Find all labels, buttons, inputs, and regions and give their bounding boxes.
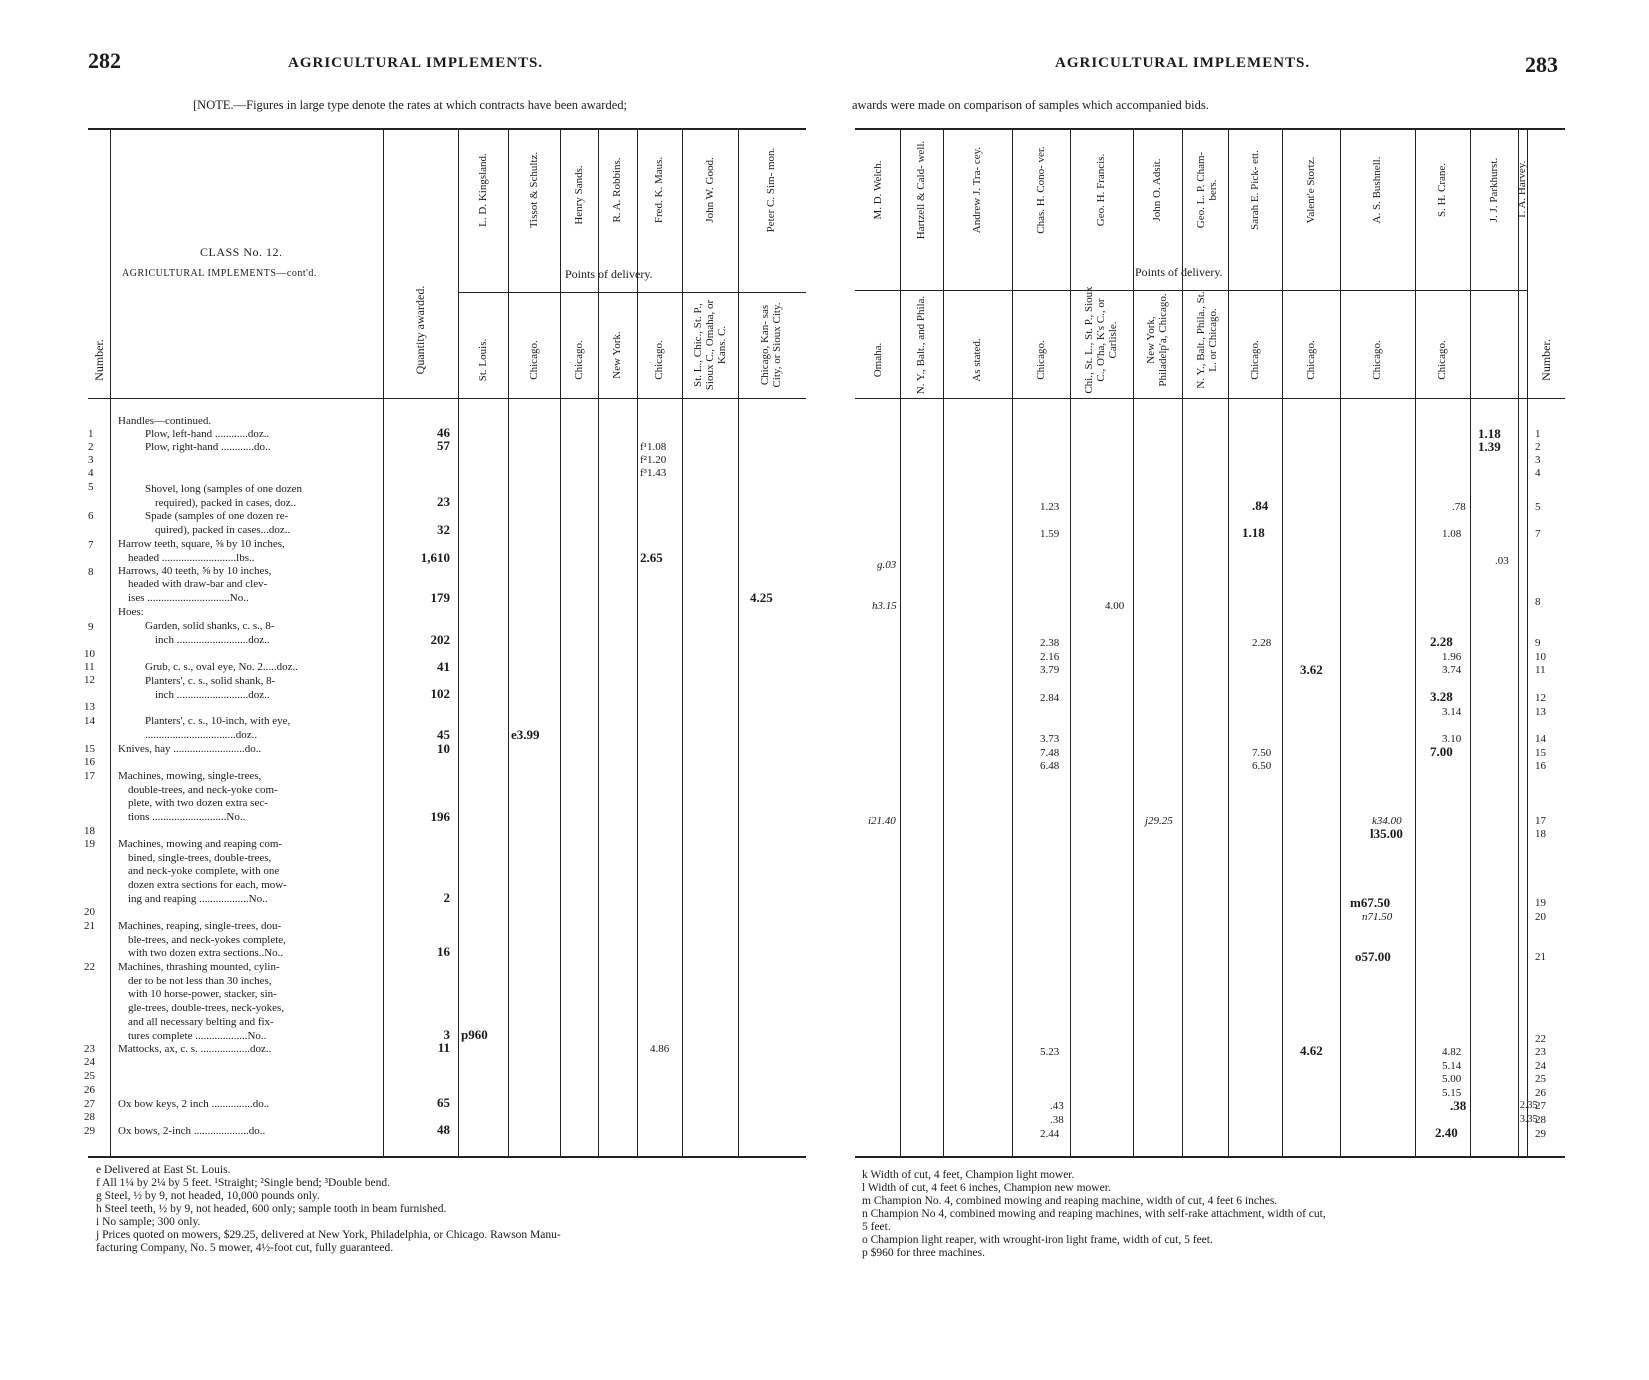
footnote: h Steel teeth, ½ by 9, not headed, 600 only; sample tooth in beam furnished. bbox=[96, 1203, 447, 1215]
price-cell: 3.28 bbox=[1430, 689, 1453, 704]
row-number: 24 bbox=[1535, 1060, 1546, 1072]
bidder-name: Peter C. Sim- mon. bbox=[765, 147, 777, 233]
footnote: p $960 for three machines. bbox=[862, 1247, 985, 1259]
right-page-number: 283 bbox=[1525, 52, 1558, 77]
item-description: Planters', c. s., solid shank, 8- bbox=[145, 675, 276, 687]
class-heading: CLASS No. 12. bbox=[200, 245, 283, 259]
row-number: 2 bbox=[88, 441, 94, 453]
item-description: inch ..........................doz.. bbox=[155, 689, 270, 701]
item-description: ble-trees, and neck-yokes complete, bbox=[128, 934, 286, 946]
price-cell: 2.84 bbox=[1040, 692, 1060, 704]
quantity: 16 bbox=[437, 944, 450, 959]
price-cell: 2.40 bbox=[1435, 1125, 1458, 1140]
number-header-right: Number. bbox=[1539, 339, 1553, 381]
bidder-name: R. A. Robbins. bbox=[611, 157, 623, 223]
price-cell: 1.18 bbox=[1242, 525, 1265, 540]
row-number: 29 bbox=[1535, 1128, 1546, 1140]
row-number: 14 bbox=[1535, 733, 1546, 745]
delivery-point: Omaha. bbox=[872, 342, 884, 378]
item-description: Ox bow keys, 2 inch ...............do.. bbox=[118, 1098, 270, 1110]
item-description: Ox bows, 2-inch ....................do.. bbox=[118, 1125, 266, 1137]
row-number: 26 bbox=[84, 1084, 95, 1096]
price-cell: 4.62 bbox=[1300, 1043, 1323, 1058]
item-description: headed ...........................lbs.. bbox=[128, 552, 255, 564]
price-cell: 1.23 bbox=[1040, 501, 1060, 513]
bidder-name: T. A. Harvey. bbox=[1516, 160, 1528, 220]
right-col-rule bbox=[1182, 128, 1183, 1156]
price-cell: 2.44 bbox=[1040, 1128, 1060, 1140]
item-description: required), packed in cases, doz.. bbox=[155, 497, 297, 509]
bidder-name: Fred. K. Maus. bbox=[653, 156, 665, 224]
quantity: 2 bbox=[443, 890, 450, 905]
quantity: 11 bbox=[437, 1040, 450, 1055]
delivery-point: Chicago. bbox=[1249, 340, 1261, 380]
price-cell: f³1.43 bbox=[640, 467, 667, 479]
price-cell: 3.79 bbox=[1040, 664, 1060, 676]
item-description: gle-trees, double-trees, neck-yokes, bbox=[128, 1002, 285, 1014]
bidder-name: Hartzell & Cald- well. bbox=[915, 140, 927, 240]
price-cell: m67.50 bbox=[1350, 895, 1391, 910]
delivery-point: Chicago. bbox=[528, 340, 540, 380]
bidder-name: M. D. Welch. bbox=[872, 160, 884, 220]
price-cell: 2.65 bbox=[640, 550, 663, 565]
item-description: plete, with two dozen extra sec- bbox=[128, 797, 268, 809]
bidder-name: Sarah E. Pick- ett. bbox=[1249, 150, 1261, 230]
right-col-rule bbox=[943, 128, 944, 1156]
item-description: Machines, thrashing mounted, cylin- bbox=[118, 961, 280, 973]
row-number: 8 bbox=[88, 566, 94, 578]
quantity: 48 bbox=[437, 1122, 450, 1137]
footnote: 5 feet. bbox=[862, 1221, 891, 1233]
item-description: tures complete ...................No.. bbox=[128, 1030, 267, 1042]
row-number: 16 bbox=[1535, 760, 1546, 772]
price-cell: .43 bbox=[1050, 1100, 1064, 1112]
quantity: 202 bbox=[430, 632, 450, 647]
delivery-point: Chicago. bbox=[1371, 340, 1383, 380]
left-col-rule bbox=[383, 128, 384, 1156]
right-col-rule bbox=[1527, 128, 1528, 1156]
row-number: 6 bbox=[88, 510, 94, 522]
number-header: Number. bbox=[92, 339, 106, 381]
delivery-point: Chicago. bbox=[573, 340, 585, 380]
price-cell: 4.25 bbox=[750, 590, 773, 605]
delivery-point: St. Louis. bbox=[477, 338, 489, 382]
row-number: 21 bbox=[84, 920, 95, 932]
left-points-rule bbox=[458, 292, 806, 293]
price-cell: 6.50 bbox=[1252, 760, 1272, 772]
row-number: 7 bbox=[1535, 528, 1541, 540]
row-number: 11 bbox=[84, 661, 95, 673]
price-cell: f¹1.08 bbox=[640, 441, 667, 453]
row-number: 8 bbox=[1535, 596, 1541, 608]
price-cell: 2.35 bbox=[1520, 1100, 1538, 1111]
left-table-bottom-rule bbox=[88, 1156, 806, 1158]
footnote: l Width of cut, 4 feet 6 inches, Champion new mower. bbox=[862, 1182, 1111, 1194]
item-description: with two dozen extra sections..No.. bbox=[128, 947, 284, 959]
row-number: 15 bbox=[84, 743, 95, 755]
delivery-point: N. Y., Balt., and Phila. bbox=[915, 295, 927, 395]
price-cell: n71.50 bbox=[1362, 911, 1393, 923]
price-cell: f²1.20 bbox=[640, 454, 667, 466]
right-col-rule bbox=[1282, 128, 1283, 1156]
row-number: 27 bbox=[84, 1098, 95, 1110]
item-description: headed with draw-bar and clev- bbox=[128, 578, 268, 590]
item-description: Plow, right-hand ............do.. bbox=[145, 441, 271, 453]
item-description: Machines, mowing and reaping com- bbox=[118, 838, 283, 850]
footnote: g Steel, ½ by 9, not headed, 10,000 pounds only. bbox=[96, 1190, 320, 1202]
price-cell: .84 bbox=[1252, 498, 1269, 513]
row-number: 21 bbox=[1535, 951, 1546, 963]
footnote: n Champion No 4, combined mowing and reaping machines, with self-rake attachment, width of cut, bbox=[862, 1208, 1326, 1220]
bidder-name: Andrew J. Tra- cey. bbox=[971, 146, 983, 234]
row-number: 12 bbox=[1535, 692, 1546, 704]
item-description: Hoes: bbox=[118, 606, 144, 618]
row-number: 5 bbox=[88, 481, 94, 493]
price-cell: 2.16 bbox=[1040, 651, 1060, 663]
price-cell: j29.25 bbox=[1145, 815, 1173, 827]
delivery-point: St. L., Chic., St. P., Sioux C., Omaha, or Kans. C. bbox=[692, 299, 728, 391]
item-description: Planters', c. s., 10-inch, with eye, bbox=[145, 715, 291, 727]
item-description: with 10 horse-power, stacker, sin- bbox=[128, 988, 277, 1000]
row-number: 22 bbox=[84, 961, 95, 973]
price-cell: 7.48 bbox=[1040, 747, 1060, 759]
item-description: double-trees, and neck-yoke com- bbox=[128, 784, 278, 796]
row-number: 27 bbox=[1535, 1100, 1546, 1112]
right-points-rule bbox=[855, 290, 1527, 291]
row-number: 18 bbox=[84, 825, 95, 837]
price-cell: 2.28 bbox=[1430, 634, 1453, 649]
price-cell: 6.48 bbox=[1040, 760, 1060, 772]
price-cell: .78 bbox=[1452, 501, 1466, 513]
row-number: 7 bbox=[88, 539, 94, 551]
item-description: inch ..........................doz.. bbox=[155, 634, 270, 646]
right-col-rule bbox=[1415, 128, 1416, 1156]
price-cell: 1.39 bbox=[1478, 439, 1501, 454]
price-cell: 4.86 bbox=[650, 1043, 670, 1055]
price-cell: 1.59 bbox=[1040, 528, 1060, 540]
price-cell: 2.38 bbox=[1040, 637, 1060, 649]
bidder-name: Henry Sands. bbox=[573, 165, 585, 225]
footnote: k Width of cut, 4 feet, Champion light mower. bbox=[862, 1169, 1075, 1181]
row-number: 18 bbox=[1535, 828, 1546, 840]
row-number: 24 bbox=[84, 1056, 95, 1068]
price-cell: 3.14 bbox=[1442, 706, 1462, 718]
right-col-rule bbox=[1340, 128, 1341, 1156]
left-col-rule bbox=[508, 128, 509, 1156]
left-col-rule bbox=[738, 128, 739, 1156]
delivery-point: N. Y., Balt., Phila., St. L. or Chicago. bbox=[1195, 291, 1219, 389]
right-table-header-rule bbox=[855, 398, 1565, 399]
price-cell: 4.82 bbox=[1442, 1046, 1462, 1058]
item-description: Shovel, long (samples of one dozen bbox=[145, 483, 303, 495]
delivery-point: Chicago, Kan- sas City, or Sioux City. bbox=[759, 302, 783, 388]
row-number: 23 bbox=[1535, 1046, 1546, 1058]
item-description: Harrows, 40 teeth, ⅝ by 10 inches, bbox=[118, 565, 272, 577]
right-col-rule bbox=[1470, 128, 1471, 1156]
footnote: m Champion No. 4, combined mowing and reaping machine, width of cut, 4 feet 6 inches. bbox=[862, 1195, 1278, 1207]
row-number: 3 bbox=[1535, 454, 1541, 466]
quantity: 196 bbox=[430, 809, 450, 824]
item-description: dozen extra sections for each, mow- bbox=[128, 879, 287, 891]
price-cell: g.03 bbox=[877, 559, 897, 571]
delivery-point: Chicago. bbox=[1035, 340, 1047, 380]
footnote: j Prices quoted on mowers, $29.25, delivered at New York, Philadelphia, or Chicago. Rawson Manu- bbox=[96, 1229, 561, 1241]
right-col-rule bbox=[1133, 128, 1134, 1156]
price-cell: k34.00 bbox=[1372, 815, 1402, 827]
row-number: 20 bbox=[1535, 911, 1546, 923]
row-number: 1 bbox=[88, 428, 94, 440]
row-number: 17 bbox=[1535, 815, 1546, 827]
item-description: quired), packed in cases...doz.. bbox=[155, 524, 291, 536]
bidder-name: L. D. Kingsland. bbox=[477, 153, 489, 227]
points-of-delivery-left: Points of delivery. bbox=[565, 267, 653, 281]
row-number: 9 bbox=[88, 621, 94, 633]
item-description: .................................doz.. bbox=[145, 729, 258, 741]
delivery-point: Chicago. bbox=[1305, 340, 1317, 380]
item-description: ises ..............................No.. bbox=[128, 592, 249, 604]
price-cell: e3.99 bbox=[511, 727, 540, 742]
price-cell: 1.18 bbox=[1478, 426, 1501, 441]
left-col-rule bbox=[682, 128, 683, 1156]
quantity: 41 bbox=[437, 659, 450, 674]
price-cell: 1.96 bbox=[1442, 651, 1462, 663]
row-number: 23 bbox=[84, 1043, 95, 1055]
price-cell: 3.10 bbox=[1442, 733, 1462, 745]
bidder-name: Geo. H. Francis. bbox=[1095, 153, 1107, 227]
bidder-name: John W. Good. bbox=[704, 157, 716, 223]
quantity: 3 bbox=[443, 1027, 450, 1042]
quantity: 45 bbox=[437, 727, 450, 742]
item-description: and neck-yoke complete, with one bbox=[128, 865, 280, 877]
quantity: 32 bbox=[437, 522, 450, 537]
price-cell: o57.00 bbox=[1355, 949, 1391, 964]
price-cell: 5.00 bbox=[1442, 1073, 1462, 1085]
row-number: 25 bbox=[84, 1070, 95, 1082]
price-cell: 7.50 bbox=[1252, 747, 1272, 759]
row-number: 28 bbox=[1535, 1114, 1546, 1126]
row-number: 1 bbox=[1535, 428, 1541, 440]
note-right: awards were made on comparison of samples which accompanied bids. bbox=[852, 98, 1209, 112]
bidder-name: Geo. L. P. Cham- bers. bbox=[1195, 151, 1219, 229]
price-cell: 1.08 bbox=[1442, 528, 1462, 540]
price-cell: 3.62 bbox=[1300, 662, 1323, 677]
row-number: 3 bbox=[88, 454, 94, 466]
item-description: Mattocks, ax, c. s. ..................doz.. bbox=[118, 1043, 272, 1055]
item-description: tions ...........................No.. bbox=[128, 811, 246, 823]
points-of-delivery-right: Points of delivery. bbox=[1135, 265, 1223, 279]
item-description: Plow, left-hand ............doz.. bbox=[145, 428, 270, 440]
row-number: 20 bbox=[84, 906, 95, 918]
delivery-point: Chicago. bbox=[653, 340, 665, 380]
item-description: Handles—continued. bbox=[118, 415, 212, 427]
left-col-rule bbox=[637, 128, 638, 1156]
delivery-point: New York. bbox=[611, 331, 623, 379]
class-subheading: AGRICULTURAL IMPLEMENTS—cont'd. bbox=[122, 268, 317, 279]
footnote: facturing Company, No. 5 mower, 4½-foot cut, fully guaranteed. bbox=[96, 1242, 394, 1254]
bidder-name: J. J. Parkhurst. bbox=[1488, 157, 1500, 223]
price-cell: .38 bbox=[1050, 1114, 1064, 1126]
row-number: 5 bbox=[1535, 501, 1541, 513]
right-col-rule bbox=[900, 128, 901, 1156]
bidder-name: A. S. Bushnell. bbox=[1371, 156, 1383, 224]
right-col-rule bbox=[1012, 128, 1013, 1156]
price-cell: 3.35 bbox=[1520, 1114, 1538, 1125]
quantity: 179 bbox=[430, 590, 450, 605]
price-cell: h3.15 bbox=[872, 600, 897, 612]
item-description: Grub, c. s., oval eye, No. 2.....doz.. bbox=[145, 661, 299, 673]
item-description: Garden, solid shanks, c. s., 8- bbox=[145, 620, 275, 632]
price-cell: 4.00 bbox=[1105, 600, 1125, 612]
item-description: Knives, hay ..........................do.. bbox=[118, 743, 262, 755]
item-description: Harrow teeth, square, ⅝ by 10 inches, bbox=[118, 538, 285, 550]
left-table-top-rule bbox=[88, 128, 806, 130]
quantity: 23 bbox=[437, 494, 450, 509]
quantity: 102 bbox=[430, 686, 450, 701]
footnote: f All 1¼ by 2¼ by 5 feet. ¹Straight; ²Single bend; ³Double bend. bbox=[96, 1177, 390, 1189]
item-description: ing and reaping ..................No.. bbox=[128, 893, 268, 905]
footnote: i No sample; 300 only. bbox=[96, 1216, 201, 1228]
row-number: 16 bbox=[84, 756, 95, 768]
right-col-rule bbox=[1518, 128, 1519, 1156]
price-cell: 3.74 bbox=[1442, 664, 1462, 676]
row-number: 4 bbox=[88, 467, 94, 479]
price-cell: 5.14 bbox=[1442, 1060, 1462, 1072]
left-col-rule bbox=[598, 128, 599, 1156]
bidder-name: S. H. Crane. bbox=[1436, 162, 1448, 218]
row-number: 28 bbox=[84, 1111, 95, 1123]
row-number: 4 bbox=[1535, 467, 1541, 479]
bidder-name: Tissot & Schultz. bbox=[528, 151, 540, 229]
right-page-title: AGRICULTURAL IMPLEMENTS. bbox=[1055, 55, 1311, 71]
price-cell: .38 bbox=[1450, 1098, 1467, 1113]
price-cell: 2.28 bbox=[1252, 637, 1272, 649]
row-number: 13 bbox=[84, 701, 95, 713]
row-number: 19 bbox=[1535, 897, 1546, 909]
row-number: 2 bbox=[1535, 441, 1541, 453]
row-number: 9 bbox=[1535, 637, 1541, 649]
quantity: 65 bbox=[437, 1095, 450, 1110]
left-table-header-rule bbox=[88, 398, 806, 399]
right-table-bottom-rule bbox=[855, 1156, 1565, 1158]
row-number: 25 bbox=[1535, 1073, 1546, 1085]
bidder-name: Chas. H. Cono- ver. bbox=[1035, 146, 1047, 234]
row-number: 10 bbox=[84, 648, 95, 660]
delivery-point: Chicago. bbox=[1436, 340, 1448, 380]
left-col-rule bbox=[458, 128, 459, 1156]
price-cell: 7.00 bbox=[1430, 744, 1453, 759]
price-cell: 5.15 bbox=[1442, 1087, 1462, 1099]
price-cell: i21.40 bbox=[868, 815, 896, 827]
price-cell: .03 bbox=[1495, 555, 1509, 567]
quantity: 46 bbox=[437, 425, 450, 440]
row-number: 17 bbox=[84, 770, 95, 782]
row-number: 29 bbox=[84, 1125, 95, 1137]
bidder-name: John O. Adsit. bbox=[1151, 158, 1163, 222]
row-number: 14 bbox=[84, 715, 95, 727]
footnote: e Delivered at East St. Louis. bbox=[96, 1164, 231, 1176]
row-number: 12 bbox=[84, 674, 95, 686]
price-cell: p960 bbox=[461, 1027, 488, 1042]
quantity: 57 bbox=[437, 438, 450, 453]
row-number: 22 bbox=[1535, 1033, 1546, 1045]
row-number: 26 bbox=[1535, 1087, 1546, 1099]
item-description: and all necessary belting and fix- bbox=[128, 1016, 274, 1028]
item-description: der to be not less than 30 inches, bbox=[128, 975, 272, 987]
item-description: Machines, reaping, single-trees, dou- bbox=[118, 920, 282, 932]
price-cell: 5.23 bbox=[1040, 1046, 1060, 1058]
row-number: 10 bbox=[1535, 651, 1546, 663]
row-number: 13 bbox=[1535, 706, 1546, 718]
right-col-rule bbox=[1070, 128, 1071, 1156]
quantity: 1,610 bbox=[420, 550, 450, 565]
left-page-number: 282 bbox=[88, 48, 121, 73]
right-col-rule bbox=[1228, 128, 1229, 1156]
left-col-rule bbox=[560, 128, 561, 1156]
item-description: bined, single-trees, double-trees, bbox=[128, 852, 272, 864]
row-number: 15 bbox=[1535, 747, 1546, 759]
price-cell: 3.73 bbox=[1040, 733, 1060, 745]
delivery-point: Chi., St. L., St. P., Sioux C., O'ha, K's C., or Carlisle. bbox=[1083, 286, 1119, 394]
price-cell: l35.00 bbox=[1370, 826, 1403, 841]
item-description: Spade (samples of one dozen re- bbox=[145, 510, 289, 522]
item-description: Machines, mowing, single-trees, bbox=[118, 770, 262, 782]
quantity-header: Quantity awarded. bbox=[413, 285, 427, 375]
row-number: 19 bbox=[84, 838, 95, 850]
delivery-point: New York, Philadelp'a, Chicago. bbox=[1145, 293, 1169, 387]
delivery-point: As stated. bbox=[971, 338, 983, 382]
row-number: 11 bbox=[1535, 664, 1546, 676]
quantity: 10 bbox=[437, 741, 450, 756]
left-col-rule bbox=[110, 128, 111, 1156]
note-left: [NOTE.—Figures in large type denote the rates at which contracts have been awarded; bbox=[193, 98, 627, 112]
left-page-title: AGRICULTURAL IMPLEMENTS. bbox=[288, 55, 544, 71]
bidder-name: Valent'e Stortz. bbox=[1305, 156, 1317, 224]
right-table-top-rule bbox=[855, 128, 1565, 130]
footnote: o Champion light reaper, with wrought-iron light frame, width of cut, 5 feet. bbox=[862, 1234, 1213, 1246]
